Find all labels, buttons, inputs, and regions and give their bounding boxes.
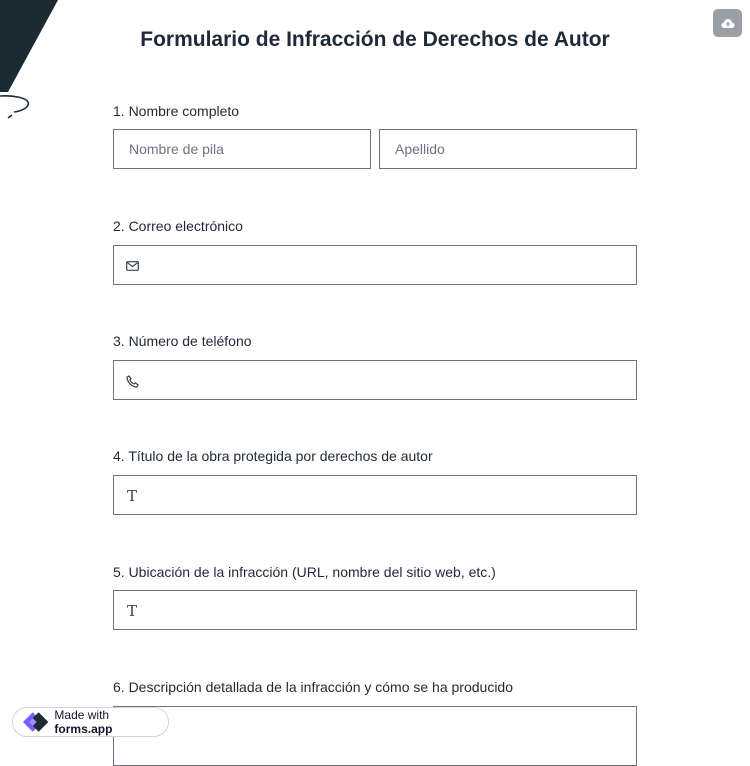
question-label-work-title: 4. Título de la obra protegida por derechos de autor [113, 448, 433, 464]
question-label-description: 6. Descripción detallada de la infracción y cómo se ha producido [113, 679, 514, 695]
phone-input[interactable] [113, 360, 637, 400]
mail-icon [124, 258, 140, 274]
first-name-placeholder: Nombre de pila [129, 141, 224, 157]
question-label-phone: 3. Número de teléfono [113, 333, 252, 349]
text-icon: T [126, 602, 137, 620]
text-icon: T [126, 487, 137, 505]
badge-brand: forms.app [54, 722, 113, 736]
last-name-input[interactable] [379, 129, 637, 169]
infringement-location-input[interactable] [113, 590, 637, 630]
email-input[interactable] [113, 245, 637, 285]
question-label-full-name: 1. Nombre completo [113, 103, 240, 119]
question-label-email: 2. Correo electrónico [113, 218, 243, 234]
question-label-infringement-location: 5. Ubicación de la infracción (URL, nombre del sitio web, etc.) [113, 564, 496, 580]
cloud-upload-icon [721, 18, 735, 29]
first-name-input[interactable] [113, 129, 371, 169]
work-title-input[interactable] [113, 475, 637, 515]
corner-decoration [0, 0, 70, 130]
last-name-placeholder: Apellido [395, 141, 445, 157]
badge-prefix: Made with [54, 708, 110, 722]
forms-app-logo-icon [21, 710, 48, 734]
description-textarea[interactable] [113, 706, 637, 766]
made-with-badge[interactable] [12, 707, 169, 737]
phone-icon [124, 373, 140, 389]
form-title: Formulario de Infracción de Derechos de Autor [140, 28, 610, 51]
